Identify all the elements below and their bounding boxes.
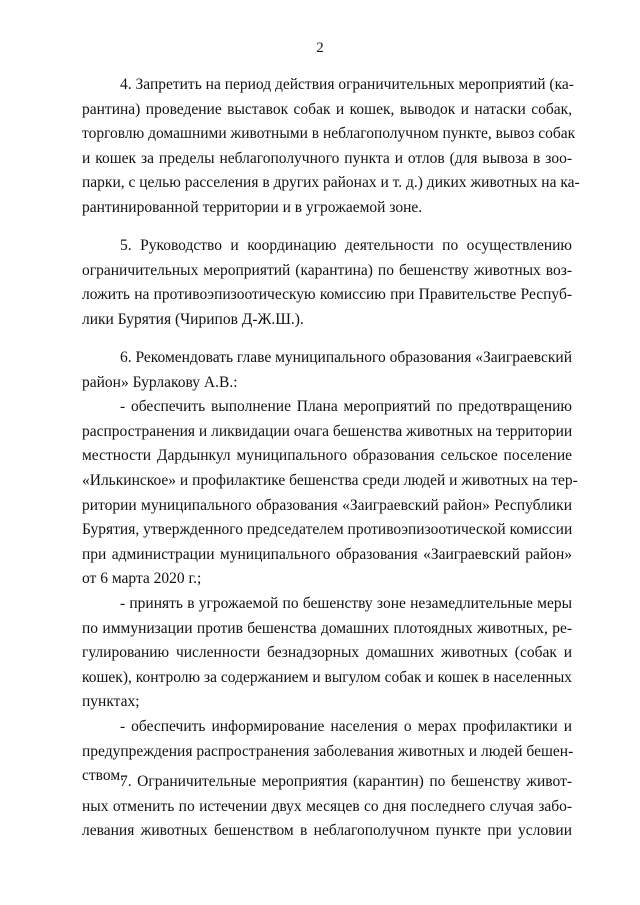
text-line: парки, с целью расселения в других районах и т. д.) диких животных на ка- [82, 174, 580, 192]
text-line: лики Бурятия (Чирипов Д-Ж.Ш.). [82, 310, 304, 328]
text-line: торговлю домашними животными в неблагополучном пункте, вывоз собак [82, 125, 576, 143]
text-line: - обеспечить информирование населения о мерах профилактики и [120, 717, 572, 735]
text-line: левания животных бешенством в неблагополучном пункте при условии [82, 822, 572, 840]
text-line: распространения и ликвидации очага бешенства животных на территории [82, 422, 573, 440]
text-line: ограничительных мероприятий (карантина) по бешенству животных воз- [82, 261, 572, 279]
text-line: ритории муниципального образования «Заиграевский район» Республики [82, 496, 572, 514]
text-line: Бурятия, утвержденного председателем противоэпизоотической комиссии [82, 521, 573, 539]
paragraph-5 [82, 234, 572, 332]
text-line: рантина) проведение выставок собак и кошек, выводок и натаски собак, [82, 100, 572, 118]
text-line: гулированию численности безнадзорных домашних животных (собак и [82, 644, 572, 662]
text-line: 7. Ограничительные мероприятия (карантин) по бешенству живот- [120, 773, 572, 790]
paragraph-6 [82, 346, 578, 789]
text-line: пунктах; [82, 693, 140, 711]
text-line: - принять в угрожаемой по бешенству зоне незамедлительные меры [120, 594, 572, 612]
text-line: при администрации муниципального образования «Заиграевский район» [82, 545, 572, 563]
text-line: ложить на противоэпизоотическую комиссию при Правительстве Респуб- [82, 286, 572, 304]
text-line: рантинированной территории и в угрожаемой зоне. [82, 198, 423, 216]
text-line: и кошек за пределы неблагополучного пункта и отлов (для вывоза в зоо- [82, 149, 572, 167]
text-line: предупреждения распространения заболевания животных и людей бешен- [82, 742, 574, 760]
text-line: 6. Рекомендовать главе муниципального образования «Заиграевский [120, 349, 573, 366]
text-line: «Илькинское» и профилактике бешенства среди людей и животных на тер- [82, 471, 578, 489]
text-line: 4. Запретить на период действия ограничительных мероприятий (ка- [120, 76, 574, 93]
text-line: от 6 марта 2020 г.; [82, 570, 202, 588]
text-line: кошек), контролю за содержанием и выгулом собак и кошек в населенных [82, 668, 572, 686]
page-number: 2 [316, 40, 324, 56]
text-line: - обеспечить выполнение Плана мероприятий по предотвращению [120, 398, 572, 416]
text-line: по иммунизации против бешенства домашних плотоядных животных, ре- [82, 619, 572, 637]
paragraph-7 [82, 770, 572, 844]
text-line: местности Дардынкул муниципального образования сельское поселение [82, 447, 572, 465]
text-line: район» Бурлакову А.В.: [82, 373, 238, 391]
text-line: ством. [82, 767, 125, 785]
text-line: 5. Руководство и координацию деятельности по осуществлению [120, 237, 572, 254]
paragraph-4 [82, 73, 580, 221]
text-line: ных отменить по истечении двух месяцев со дня последнего случая забо- [82, 797, 572, 815]
